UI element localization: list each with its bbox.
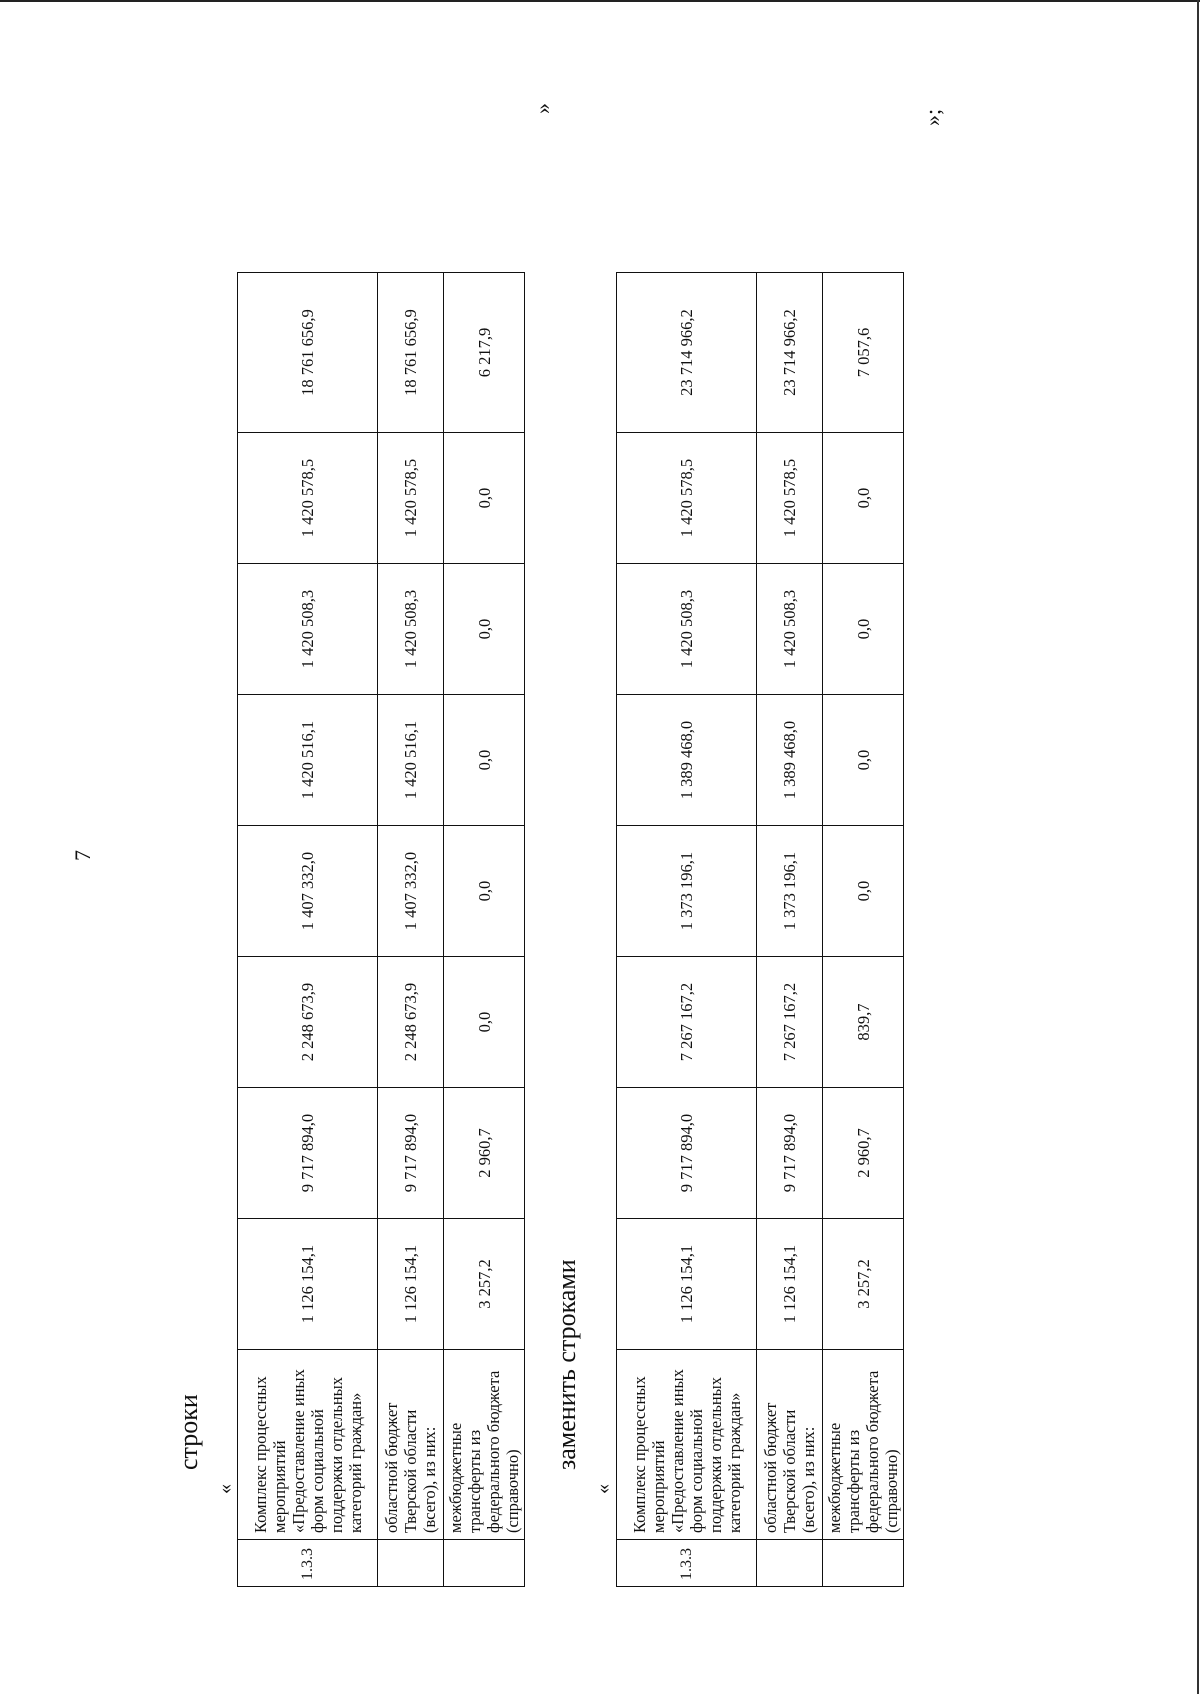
value-cell: 1 373 196,1 (617, 826, 757, 957)
total-cell: 23 714 966,2 (757, 273, 823, 433)
value-cell: 2 248 673,9 (378, 957, 444, 1088)
table-row (823, 273, 904, 1587)
row-name: областной бюджет Тверской области (всего), из них: (378, 1350, 444, 1540)
close-quote-old: » (530, 103, 555, 114)
value-cell: 3 257,2 (444, 1219, 525, 1350)
open-quote-old: « (214, 1484, 236, 1494)
value-cell: 1 420 516,1 (238, 695, 378, 826)
row-number: 1.3.3 (238, 1540, 378, 1587)
value-cell: 3 257,2 (823, 1219, 904, 1350)
value-cell: 0,0 (444, 957, 525, 1088)
value-cell: 1 420 508,3 (238, 564, 378, 695)
table-row (617, 273, 757, 1587)
page-number: 7 (70, 850, 95, 861)
value-cell: 1 126 154,1 (378, 1219, 444, 1350)
value-cell: 1 407 332,0 (238, 826, 378, 957)
row-number (444, 1540, 525, 1587)
new-rows-table (616, 272, 904, 1587)
total-cell: 18 761 656,9 (238, 273, 378, 433)
value-cell: 1 407 332,0 (378, 826, 444, 957)
row-number (823, 1540, 904, 1587)
row-name: межбюджетные трансферты из федерального бюджета (справочно) (823, 1350, 904, 1540)
value-cell: 0,0 (823, 826, 904, 957)
value-cell: 1 420 508,3 (378, 564, 444, 695)
row-number (757, 1540, 823, 1587)
section-heading-new-rows: заменить строками (552, 1259, 581, 1470)
value-cell: 839,7 (823, 957, 904, 1088)
value-cell: 9 717 894,0 (238, 1088, 378, 1219)
value-cell: 0,0 (444, 433, 525, 564)
value-cell: 0,0 (444, 564, 525, 695)
value-cell: 2 960,7 (444, 1088, 525, 1219)
row-name: межбюджетные трансферты из федерального бюджета (справочно) (444, 1350, 525, 1540)
value-cell: 1 420 516,1 (378, 695, 444, 826)
row-number: 1.3.3 (617, 1540, 757, 1587)
table-row (444, 273, 525, 1587)
value-cell: 1 373 196,1 (757, 826, 823, 957)
value-cell: 9 717 894,0 (757, 1088, 823, 1219)
table-row (757, 273, 823, 1587)
value-cell: 1 389 468,0 (617, 695, 757, 826)
value-cell: 0,0 (444, 826, 525, 957)
value-cell: 1 126 154,1 (617, 1219, 757, 1350)
value-cell: 2 960,7 (823, 1088, 904, 1219)
value-cell: 0,0 (823, 564, 904, 695)
value-cell: 1 126 154,1 (238, 1219, 378, 1350)
table-row (378, 273, 444, 1587)
value-cell: 1 420 578,5 (617, 433, 757, 564)
section-heading-old-rows: строки (174, 1394, 203, 1470)
close-quote-new: »; (920, 108, 945, 126)
value-cell: 1 420 508,3 (617, 564, 757, 695)
value-cell: 1 420 578,5 (757, 433, 823, 564)
table-row (238, 273, 378, 1587)
value-cell: 1 126 154,1 (757, 1219, 823, 1350)
row-name: областной бюджет Тверской области (всего), из них: (757, 1350, 823, 1540)
value-cell: 1 420 508,3 (757, 564, 823, 695)
value-cell: 1 389 468,0 (757, 695, 823, 826)
total-cell: 23 714 966,2 (617, 273, 757, 433)
value-cell: 9 717 894,0 (617, 1088, 757, 1219)
value-cell: 1 420 578,5 (378, 433, 444, 564)
row-name: Комплекс процессных мероприятий «Предоставление иных форм социальной поддержки отдельных категорий граждан» (617, 1350, 757, 1540)
value-cell: 9 717 894,0 (378, 1088, 444, 1219)
value-cell: 0,0 (823, 433, 904, 564)
value-cell: 1 420 578,5 (238, 433, 378, 564)
open-quote-new: « (592, 1484, 614, 1494)
value-cell: 7 267 167,2 (617, 957, 757, 1088)
total-cell: 7 057,6 (823, 273, 904, 433)
row-number (378, 1540, 444, 1587)
value-cell: 2 248 673,9 (238, 957, 378, 1088)
value-cell: 0,0 (444, 695, 525, 826)
total-cell: 6 217,9 (444, 273, 525, 433)
row-name: Комплекс процессных мероприятий «Предоставление иных форм социальной поддержки отдельных категорий граждан» (238, 1350, 378, 1540)
value-cell: 7 267 167,2 (757, 957, 823, 1088)
old-rows-table (237, 272, 525, 1587)
value-cell: 0,0 (823, 695, 904, 826)
total-cell: 18 761 656,9 (378, 273, 444, 433)
